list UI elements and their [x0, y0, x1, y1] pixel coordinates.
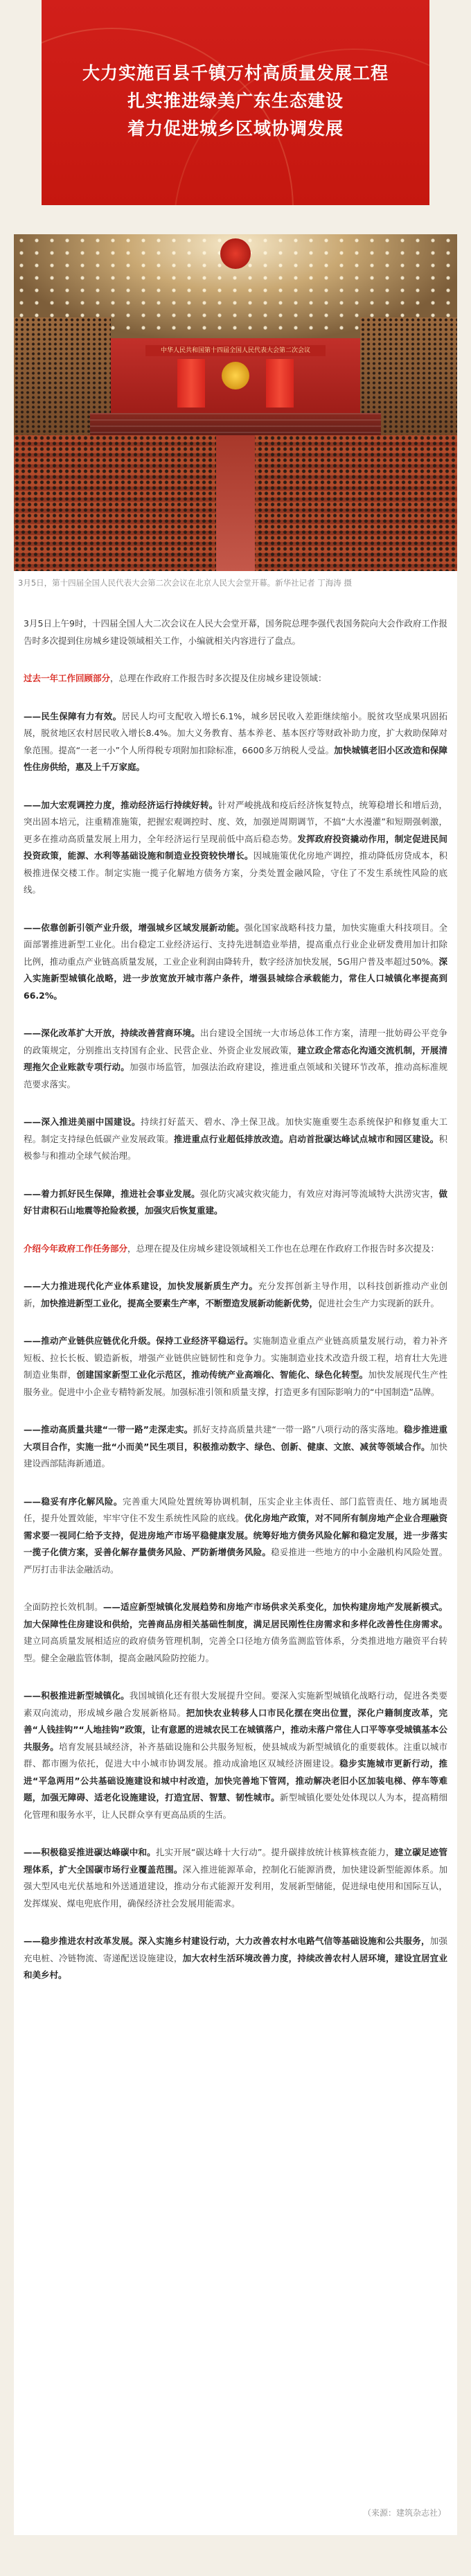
center-aisle [216, 435, 255, 571]
review-item [24, 1186, 447, 1220]
assembly-hall-photo [14, 234, 457, 571]
review-item-emphasis: 推进重点行业超低排放改造。启动首批碳达峰试点城市和园区建设。 [173, 1133, 439, 1144]
task-item-lead: ——稳步推进农村改革发展。深入实施乡村建设行动，大力改善农村水电路气信等基础设施和公共服务， [24, 1936, 430, 1946]
review-item [24, 1114, 447, 1165]
headline-line-2: 扎实推进绿美广东生态建设 [127, 91, 344, 111]
review-item-lead: ——着力抓好民生保障，推进社会事业发展。 [24, 1188, 200, 1199]
task-item-emphasis: 加大保障性住房建设和供给，完善商品房相关基础性制度，满足居民刚性住房需求和多样化改善性住房需求。 [24, 1618, 447, 1629]
review-item-text: 提高“一老一小”个人所得税专项附加扣除标准，6600多万纳税人受益。 [58, 744, 335, 755]
review-item-lead: ——加大宏观调控力度，推动经济运行持续好转。 [24, 799, 218, 810]
task-item-text: 加快发展现代生产性服务业。促进中小企业专精特新发展。加强标准引领和质量支撑，打造更多有国际影响力的“中国制造”品牌。 [24, 1369, 447, 1397]
task-item-lead: ——大力推进现代化产业体系建设，加快发展新质生产力。 [24, 1281, 258, 1291]
task-item-text: 完善重大风险处置统筹协调机制，压实企业主体责任、部门监管责任、地方属地责任，提升处置效能，牢牢守住不发生系统性风险的底线。 [24, 1496, 447, 1523]
review-item-lead: ——深化改革扩大开放，持续改善营商环境。 [24, 1028, 200, 1038]
task-item-text: 充分发挥创新主导作用，以科技创新推动产业创新， [24, 1281, 447, 1308]
review-item-emphasis: 建立政企常态化沟通交流机制，开展清理拖欠企业账款专项行动。 [24, 1044, 447, 1072]
review-item-text: 针对严峻挑战和疫后经济恢复特点，统筹稳增长和增后劲，突出固本培元，注重精准施策，把握宏观调控时、度、效，加强逆周期调节，不搞“大水漫灌”和短期强刺激，更多在推动高质量发展上用力，全年经济运行呈现前低中高后稳态势。 [24, 799, 447, 844]
task-item-emphasis: 优化房地产政策，对不同所有制房地产企业合理融资需求要一视同仁给予支持，促进房地产市场平稳健康发展。统筹好地方债务风险化解和稳定发展，进一步落实一揽子化债方案，妥善化解存量债务风险、严防新增债务风险。 [24, 1513, 447, 1557]
task-item-text: 建立同高质量发展相适应的政府债务管理机制，完善全口径地方债务监测监管体系，分类推进地方融资平台转型。健全金融监管体制，提高金融风险防控能力。 [24, 1636, 447, 1663]
review-item-text: 强化国家战略科技力量，加快实施重大科技项目。全面部署推进新型工业化。出台稳定工业经济运行、支持先进制造业举措，提高重点行业企业研发费用加计扣除比例，推动重点产业链高质量发展，工业企业利润由降转升，数字经济加快发展，5G用户普及率超过50%。 [24, 922, 447, 967]
task-item-text: 全面防控长效机制。 [24, 1602, 103, 1612]
task-item [24, 1599, 447, 1667]
task-item-emphasis: 把加快农业转移人口市民化摆在突出位置，深化户籍制度改革，完善“人钱挂钩”“人地挂钩”政策，让有意愿的进城农民工在城镇落户，推动未落户常住人口平等享受城镇基本公共服务。 [24, 1707, 447, 1752]
task-item-lead: ——稳妥有序化解风险。 [24, 1496, 123, 1507]
task-item-text: 培育发展县域经济，补齐基础设施和公共服务短板，使县城成为新型城镇化的重要载体。注重以城市群、都市圈为依托，促进大中小城市协调发展。推动成渝地区双城经济圈建设。 [24, 1741, 447, 1769]
review-item-lead: ——依靠创新引领产业升级，增强城乡区域发展新动能。 [24, 922, 245, 933]
task-item-emphasis: 加快推进新型工业化，提高全要素生产率，不断塑造发展新动能新优势， [41, 1297, 319, 1308]
section-tasks-heading [24, 1241, 447, 1258]
stage-banner: 中华人民共和国第十四届全国人民代表大会第二次会议 [145, 345, 326, 356]
task-item-emphasis: 创建国家新型工业化示范区，推动传统产业高端化、智能化、绿色化转型。 [76, 1369, 368, 1380]
review-item [24, 920, 447, 1005]
task-item [24, 1844, 447, 1912]
task-item-text: 实施制造业重点产业链高质量发展行动，着力补齐短板、拉长长板、锻造新板，增强产业链供应链韧性和竞争力。实施制造业技术改造升级工程，培育壮大先进制造业集群， [24, 1335, 447, 1380]
task-item [24, 1933, 447, 1984]
task-item-lead: ——推动高质量共建“一带一路”走深走实。 [24, 1424, 193, 1435]
review-item-text: 加强市场监管，加强法治政府建设，推进重点领域和关键环节改革，推动高标准规范要求落实。 [24, 1062, 447, 1089]
task-item-text: 加强充电桩、冷链物流、寄递配送设施建设， [24, 1936, 447, 1963]
task-item-emphasis: 稳步推进重大项目合作，实施一批“小而美”民生项目，积极推动数字、绿色、创新、健康、文旅、减贫等领域合作。 [24, 1424, 447, 1452]
headline-line-3: 着力促进城乡区域协调发展 [127, 119, 344, 139]
headline-banner [42, 0, 429, 205]
review-item-emphasis: 做好甘肃积石山地震等抢险救援，加强灾后恢复重建。 [24, 1188, 447, 1216]
national-emblem-icon [222, 362, 249, 389]
review-item-lead: ——民生保障有力有效。 [24, 710, 122, 721]
task-item-emphasis: 加大农村生活环境改善力度，持续改善农村人居环境，建设宜居宜业和美乡村。 [24, 1952, 447, 1980]
article-body [24, 595, 447, 1984]
review-item-text: 出台建设全国统一大市场总体工作方案，清理一批妨碍公平竞争的政策规定，分别推出支持国有企业、民营企业、外资企业发展政策， [24, 1028, 447, 1055]
source-credit: （来源：建筑杂志社） [362, 2508, 446, 2518]
review-item [24, 1025, 447, 1093]
review-item-text: 因城施策优化房地产调控，推动降低房贷成本，积极推进保交楼工作。制定实施一揽子化解地方债务方案，分类处置金融风险，守住了不发生系统性风险的底线。 [24, 850, 447, 895]
photo-caption: 3月5日，第十四届全国人民代表大会第二次会议在北京人民大会堂开幕。新华社记者 丁海涛 摄 [14, 571, 457, 595]
task-item [24, 1421, 447, 1473]
review-item-emphasis: 深入实施新型城镇化战略，进一步放宽放开城市落户条件，增强县城综合承载能力，常住人口城镇化率提高到66.2%。 [24, 956, 447, 1001]
task-item-text: 加快建设西部陆海新通道。 [24, 1441, 447, 1469]
section-review-heading [24, 670, 447, 687]
task-item-text: 我国城镇化还有很大发展提升空间。要深入实施新型城镇化战略行动，促进各类要素双向流动，形成城乡融合发展新格局。 [24, 1690, 447, 1718]
section-tasks-title: 介绍今年政府工作任务部分 [24, 1243, 128, 1254]
task-item [24, 1493, 447, 1579]
task-item-text: 抓好支持高质量共建“一带一路”八项行动的落实落地。 [193, 1424, 404, 1435]
right-flags [266, 359, 294, 408]
section-review-title: 过去一年工作回顾部分 [24, 673, 111, 683]
review-item-text: 强化防灾减灾救灾能力，有效应对海河等流域特大洪涝灾害， [199, 1188, 439, 1199]
section-tasks-rest: ，总理在提及住房城乡建设领域相关工作也在总理在作政府工作报告时多次提及： [127, 1243, 440, 1254]
task-item-lead: ——积极稳妥推进碳达峰碳中和。 [24, 1847, 156, 1857]
review-item-emphasis: 加快城镇老旧小区改造和保障性住房供给，惠及上千万家庭。 [24, 744, 447, 772]
task-item-text: 扎实开展“碳达峰十大行动”。提升碳排放统计核算核查能力， [155, 1847, 395, 1857]
task-item-text: 深入推进能源革命，控制化石能源消费，加快建设新型能源体系。加强大型风电光伏基地和外送通道建设，推动分布式能源开发利用，发展新型储能，促进绿电使用和国际互认，发挥煤炭、煤电兜底作用，确保经济社会发展用能需求。 [24, 1864, 447, 1909]
task-item-emphasis: 稳步实施城市更新行动，推进“平急两用”公共基础设施建设和城中村改造，加快完善地下管网，推动解决老旧小区加装电梯、停车等难题，加强无障碍、适老化设施建设，打造宜居、智慧、韧性城市。 [24, 1758, 447, 1803]
task-item-lead: ——积极推进新型城镇化。 [24, 1690, 130, 1701]
article-card [14, 234, 457, 2535]
task-item-text: 稳妥推进一些地方的中小金融机构风险处置。严厉打击非法金融活动。 [24, 1547, 447, 1575]
review-item [24, 708, 447, 776]
review-item-text: 持续打好蓝天、碧水、净土保卫战。加快实施重要生态系统保护和修复重大工程。制定支持绿色低碳产业发展政策。 [24, 1116, 447, 1144]
task-item-emphasis: 建立碳足迹管理体系，扩大全国碳市场行业覆盖范围。 [24, 1847, 447, 1875]
review-item-text: 居民人均可支配收入增长6.1%，城乡居民收入差距继续缩小。脱贫攻坚成果巩固拓展，脱贫地区农村居民收入增长8.4%。加大义务教育、基本养老、基本医疗等财政补助力度，扩大救助保障对象范围。 [24, 710, 447, 755]
left-flags [177, 359, 205, 408]
review-item-text: 积极参与和推动全球气候治理。 [24, 1133, 447, 1161]
review-item [24, 797, 447, 899]
task-item-lead: ——适应新型城镇化发展趋势和房地产市场供求关系变化，加快构建房地产发展新模式。 [103, 1602, 447, 1612]
task-item-lead: ——推动产业链供应链优化升级。保持工业经济平稳运行。 [24, 1335, 254, 1346]
review-item-emphasis: 发挥政府投资撬动作用，制定促进民间投资政策，能源、水利等基础设施和制造业投资较快增长。 [24, 833, 447, 861]
task-item-text: 新型城镇化要处处体现以人为本，提高精细化管理和服务水平，让人民群众享有更高品质的生活。 [24, 1792, 447, 1820]
task-item [24, 1688, 447, 1823]
ceiling-star-icon [220, 238, 251, 269]
headline-line-1: 大力实施百县千镇万村高质量发展工程 [82, 63, 389, 83]
section-review-rest: ，总理在作政府工作报告时多次提及住房城乡建设领域： [110, 673, 327, 683]
task-item [24, 1278, 447, 1312]
rostrum-seats [90, 413, 381, 438]
intro-paragraph: 3月5日上午9时，十四届全国人大二次会议在人民大会堂开幕，国务院总理李强代表国务院向大会作政府工作报告时多次提到住房城乡建设领域相关工作，小编就相关内容进行了盘点。 [24, 618, 447, 646]
task-item [24, 1333, 447, 1401]
review-item-lead: ——深入推进美丽中国建设。 [24, 1116, 141, 1127]
task-item-text: 促进社会生产力实现新的跃升。 [318, 1297, 440, 1308]
